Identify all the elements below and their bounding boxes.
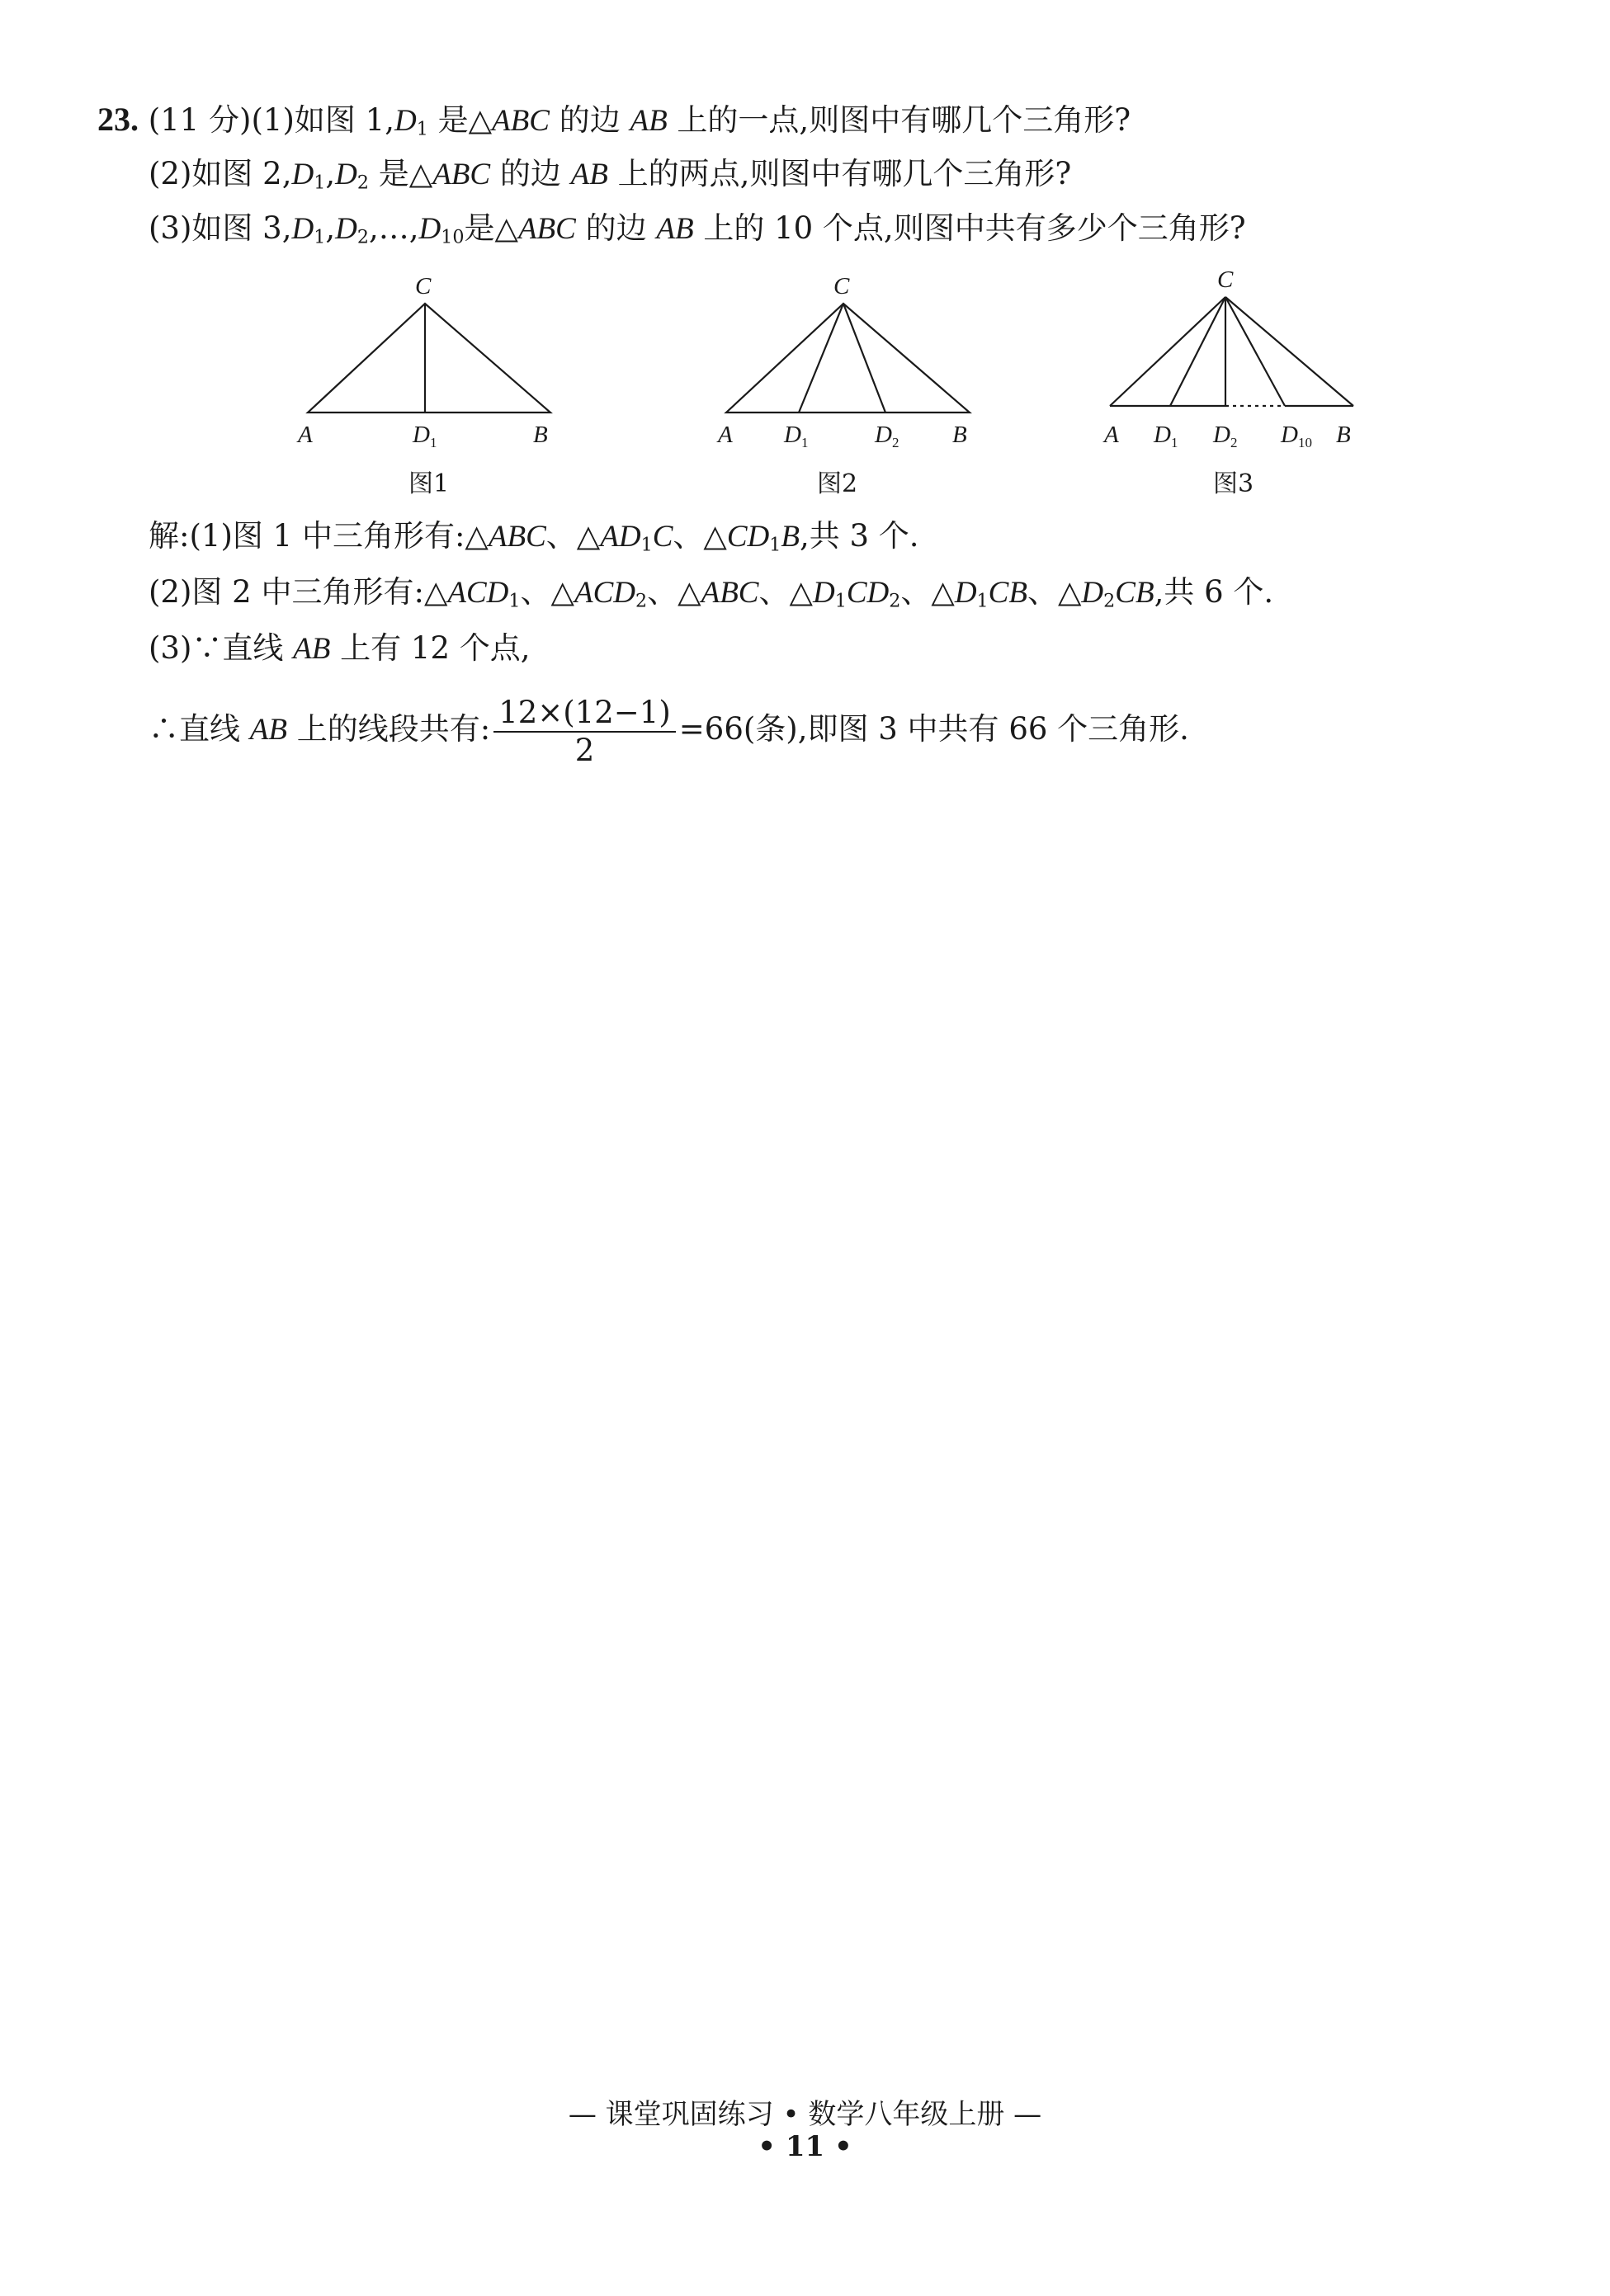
figure-3-label-d2: $D_2$ — [1213, 422, 1238, 450]
figures-row — [0, 264, 1610, 512]
figure-3-segment-cd10 — [1225, 297, 1285, 406]
question-line-2: (2)如图 $2,D_1,D_2$ 是△ABC 的边 AB 上的两点,则图中有哪几个三角形? — [149, 156, 1072, 194]
figure-2-label-d1: $D_1$ — [784, 422, 809, 450]
solution-line-3: (3)∵直线 AB 上有 12 个点, — [149, 630, 531, 666]
fraction — [493, 696, 676, 767]
question-line-1: 23. (11 分)(1)如图 $1,D_1$ 是△ABC 的边 AB 上的一点,则图中有哪几个三角形? — [97, 101, 1131, 140]
figure-3-segment-cd1 — [1170, 297, 1225, 406]
solution-line-1: 解:(1)图 1 中三角形有:△ABC、$\triangle AD_1C$、$\triangle CD_1B$,共 3 个. — [149, 518, 919, 556]
solution-line-4: ∴直线 AB 上的线段共有: $\frac{12\times(12-1)}{2}$ =66(条),即图 3 中共有 66 个三角形. — [149, 694, 1189, 768]
figure-2-diagram — [726, 304, 970, 413]
question-score: (11 分) — [148, 102, 252, 138]
figure-2-label-d2: $D_2$ — [875, 422, 899, 450]
question-number: 23. — [97, 101, 139, 138]
figure-2-label-b: B — [952, 422, 967, 448]
question-line-3: (3)如图 $3,D_1,D_2,\dots,D_{10}$是△ABC 的边 AB 上的 10 个点,则图中共有多少个三角形? — [149, 210, 1246, 248]
figure-3-label-b: B — [1336, 422, 1351, 448]
figure-3-side-cb — [1225, 297, 1353, 406]
fraction-numerator: 12×(12−1) — [493, 696, 676, 733]
page-number: • 11 • — [758, 2130, 852, 2163]
figure-3-label-a: A — [1104, 422, 1119, 448]
figure-2-segment-cd2 — [843, 304, 885, 413]
figure-1-diagram — [308, 304, 550, 413]
figure-1-triangle-abc — [308, 304, 550, 413]
figure-3-label-d10: $D_{10}$ — [1281, 422, 1312, 450]
figure-2-label-c: C — [833, 273, 850, 299]
figure-3-caption: 图3 — [1213, 469, 1254, 498]
figure-1-label-b: B — [533, 422, 548, 448]
figure-2-triangle-abc — [726, 304, 970, 413]
figure-3-label-c: C — [1217, 266, 1234, 293]
figure-1-caption: 图1 — [408, 469, 450, 498]
figure-2-label-a: A — [718, 422, 733, 448]
solution-line-2: (2)图 2 中三角形有$:\triangle ACD_1$、$\triangle ACD_2$、△ABC、$\triangle D_1CD_2$、$\triangle D_1CB$、$\triangle D_2CB$,共 6 个. — [149, 574, 1274, 612]
fraction-denominator: 2 — [574, 732, 595, 768]
figure-1-label-d1: $D_1$ — [413, 422, 437, 450]
figure-1-label-a: A — [298, 422, 313, 448]
figures-svg — [0, 264, 1610, 512]
figure-2-segment-cd1 — [799, 304, 843, 413]
figure-3-side-ac — [1110, 297, 1225, 406]
figure-3-label-d1: $D_1$ — [1154, 422, 1178, 450]
figure-2-caption: 图2 — [817, 469, 858, 498]
footer-title: — 课堂巩固练习 • 数学八年级上册 — — [568, 2098, 1042, 2131]
figure-3-diagram — [1110, 297, 1353, 406]
figure-1-label-c: C — [415, 273, 432, 299]
